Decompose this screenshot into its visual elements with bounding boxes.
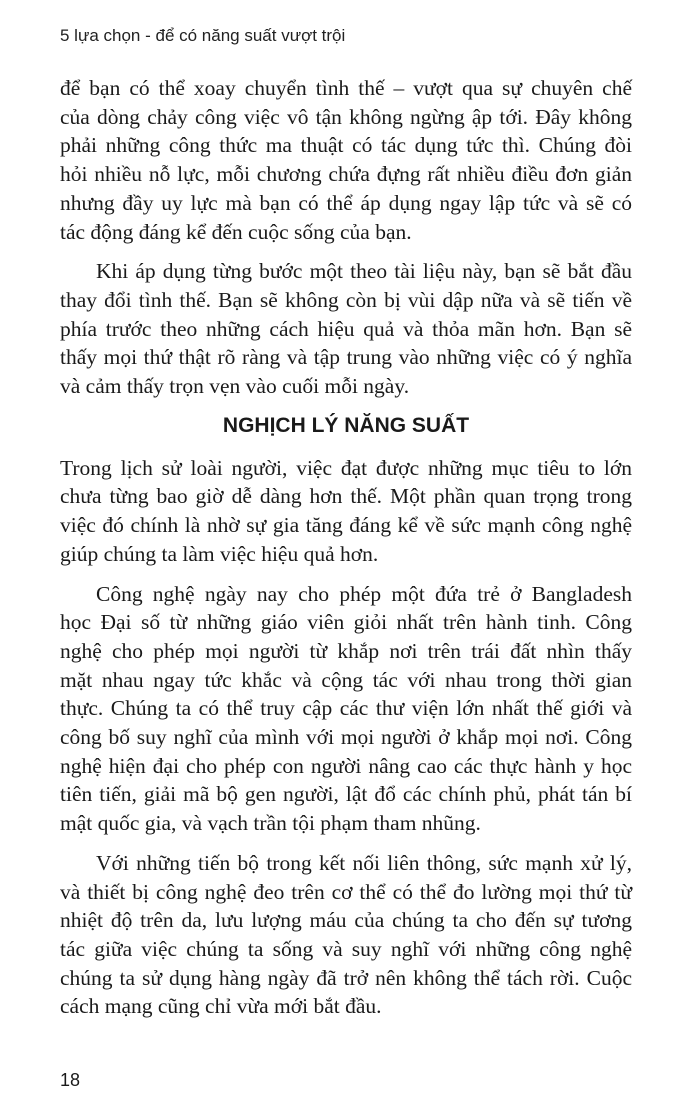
text-line: việc đó chính là nhờ sự gia tăng đáng kể về sức mạnh công nghệ [60, 513, 632, 538]
text-line: của dòng chảy công việc vô tận không ngừng ập tới. Đây không [60, 104, 632, 129]
text-line: và cảm thấy trọn vẹn vào cuối mỗi ngày. [60, 374, 410, 399]
text-line: mặt nhau ngay tức khắc và cộng tác với nhau trong thời gian [60, 667, 632, 692]
text-line: chúng ta sử dụng hàng ngày đã trở nên không thể tách rời. Cuộc [60, 965, 632, 990]
paragraph [60, 580, 632, 838]
text-line: hỏi nhiều nỗ lực, mỗi chương chứa đựng rất nhiều điều đơn giản [60, 162, 632, 187]
paragraph [60, 849, 632, 1021]
text-line: tác giữa việc chúng ta sống và suy nghĩ với những công nghệ [60, 936, 632, 961]
text-line: nghệ cho phép mọi người từ khắp nơi trên trái đất nhìn thấy [60, 638, 632, 663]
text-line: học Đại số từ những giáo viên giỏi nhất trên hành tinh. Công [60, 610, 632, 635]
page-number: 18 [60, 1070, 81, 1090]
text-line: Với những tiến bộ trong kết nối liên thông, sức mạnh xử lý, [96, 850, 632, 875]
text-line: thấy mọi thứ thật rõ ràng và tập trung vào những việc có ý nghĩa [60, 345, 632, 370]
text-line: nhưng đầy uy lực mà bạn có thể áp dụng ngay lập tức và sẽ có [60, 190, 632, 215]
text-line: mật quốc gia, và vạch trần tội phạm tham nhũng. [60, 811, 481, 836]
text-line: Trong lịch sử loài người, việc đạt được những mục tiêu to lớn [60, 455, 632, 480]
text-line: Khi áp dụng từng bước một theo tài liệu này, bạn sẽ bắt đầu [96, 259, 632, 284]
text-line: tác động đáng kể đến cuộc sống của bạn. [60, 219, 412, 244]
text-line: tiên tiến, giải mã bộ gen người, lật đổ các chính phủ, phát tán bí [60, 782, 632, 807]
text-line: phải những công thức ma thuật có tác dụng tức thì. Chúng đòi [60, 133, 632, 158]
text-line: Công nghệ ngày nay cho phép một đứa trẻ ở Bangladesh [96, 581, 632, 606]
running-head: 5 lựa chọn - để có năng suất vượt trội [60, 26, 346, 45]
text-line: công bố suy nghĩ của mình với mọi người ở khắp mọi nơi. Công [60, 725, 632, 750]
section-heading: NGHỊCH LÝ NĂNG SUẤT [222, 413, 470, 437]
text-line: thay đổi tình thế. Bạn sẽ không còn bị vùi dập nữa và sẽ tiến về [60, 287, 632, 312]
paragraph [60, 454, 632, 569]
text-line: thực. Chúng ta có thể truy cập các thư viện lớn nhất thế giới và [60, 696, 632, 721]
text-line: để bạn có thể xoay chuyển tình thế – vượt qua sự chuyên chế [60, 76, 632, 100]
text-line: giúp chúng ta làm việc hiệu quả hơn. [60, 541, 379, 566]
text-line: và thiết bị công nghệ đeo trên cơ thể có thể đo lường mọi thứ từ [60, 879, 632, 904]
paragraphs-before [60, 74, 632, 401]
text-line: chưa từng bao giờ dễ dàng hơn thế. Một phần quan trọng trong [60, 484, 632, 509]
text-line: nghệ hiện đại cho phép con người nâng cao các thực hành y học [60, 753, 632, 778]
body-text [60, 74, 632, 1032]
paragraph [60, 74, 632, 246]
paragraph [60, 257, 632, 401]
paragraphs-after [60, 454, 632, 1021]
text-line: phía trước theo những cách hiệu quả và thỏa mãn hơn. Bạn sẽ [60, 316, 632, 341]
text-line: nhiệt độ trên da, lưu lượng máu của chúng ta cho đến sự tương [60, 908, 632, 933]
text-line: cách mạng cũng chỉ vừa mới bắt đầu. [60, 994, 382, 1019]
